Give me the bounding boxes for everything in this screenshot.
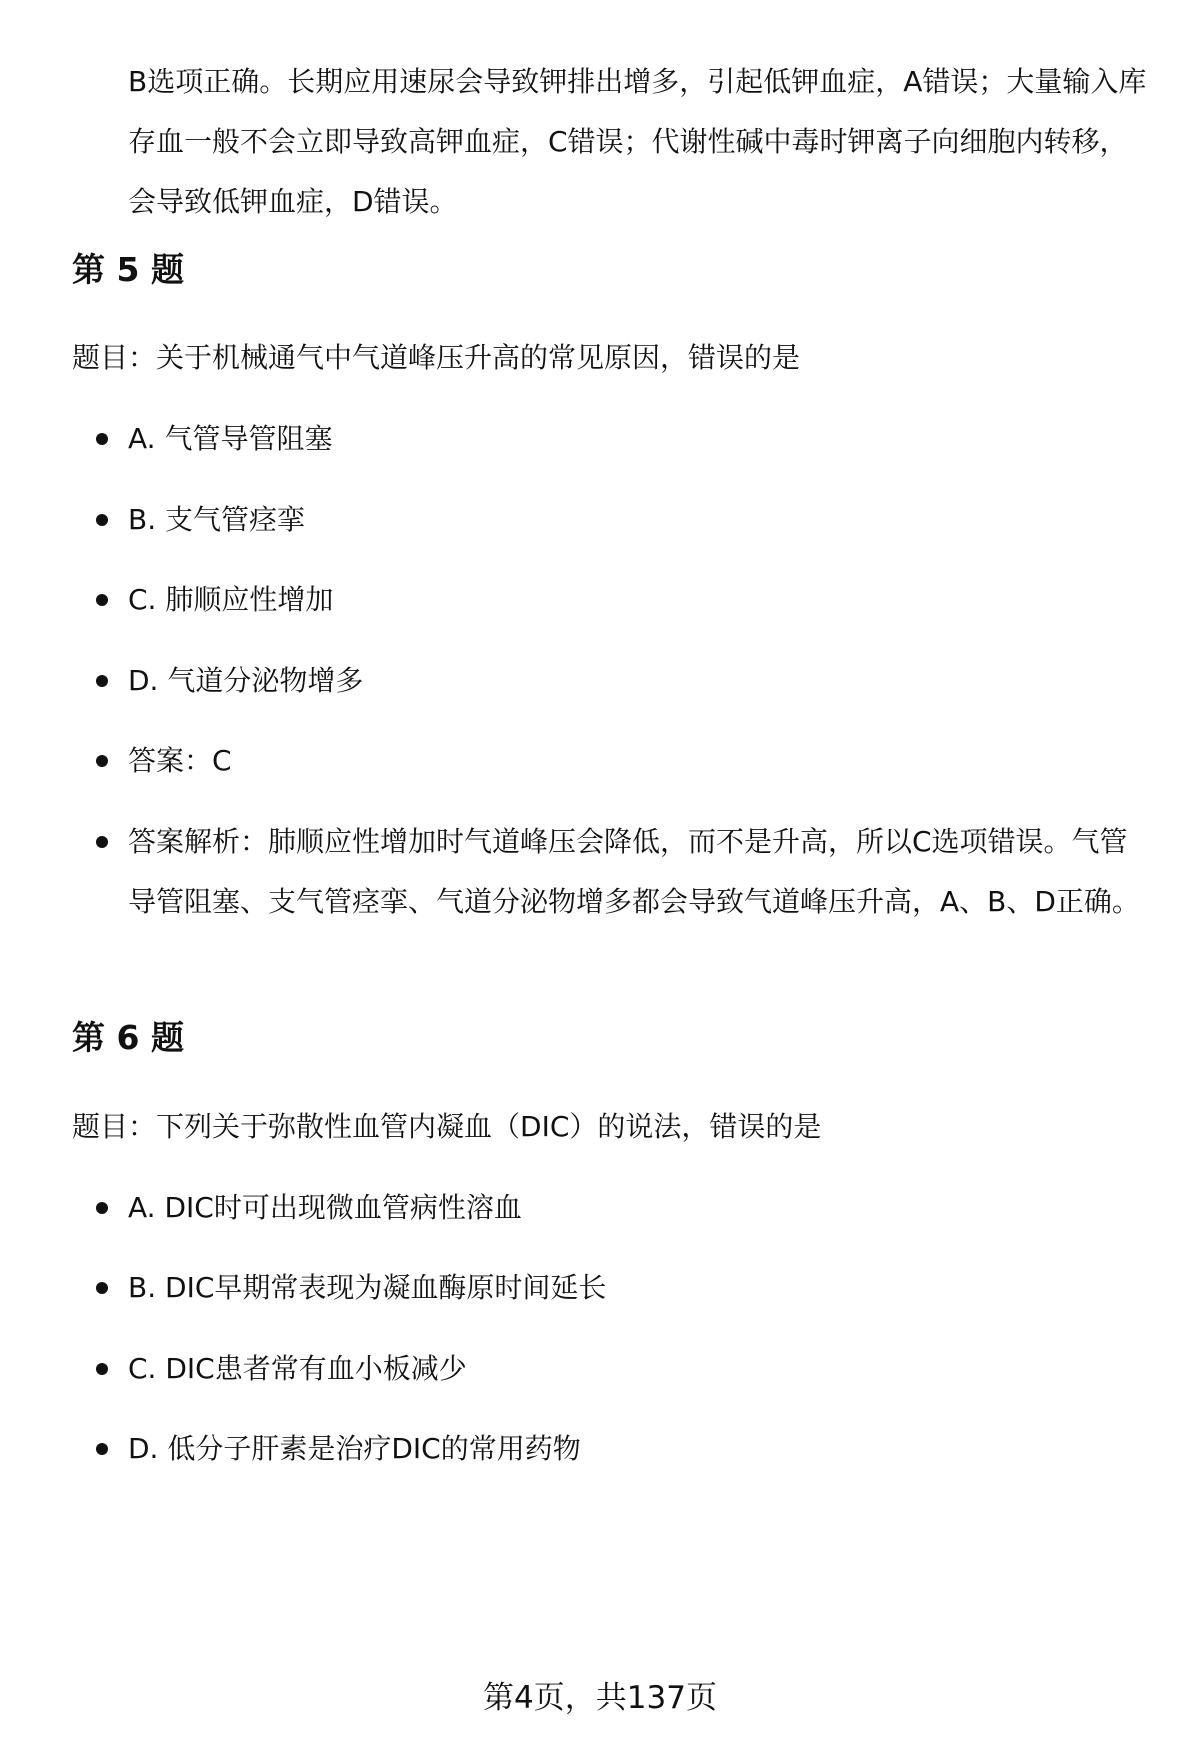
bullet-icon: [96, 836, 108, 848]
question-5-text: 题目：关于机械通气中气道峰压升高的常见原因，错误的是: [72, 341, 801, 374]
option-text: B. DIC早期常表现为凝血酶原时间延长: [128, 1271, 607, 1304]
bullet-icon: [96, 514, 108, 526]
question-5-option-c: [96, 570, 1148, 630]
option-text: D. 低分子肝素是治疗DIC的常用药物: [128, 1432, 581, 1465]
option-text: C. DIC患者常有血小板减少: [128, 1352, 467, 1385]
bullet-icon: [96, 675, 108, 687]
question-6-option-c: [96, 1339, 1148, 1399]
bullet-icon: [96, 1443, 108, 1455]
question-5-heading: 第 5 题: [72, 250, 184, 289]
question-5-option-a: [96, 409, 1148, 469]
previous-answer-analysis-continuation: B选项正确。长期应用速尿会导致钾排出增多，引起低钾血症，A错误；大量输入库存血一般不会立即导致高钾血症，C错误；代谢性碱中毒时钾离子向细胞内转移，会导致低钾血症，D错误。: [128, 65, 1147, 218]
question-5-analysis: [96, 812, 1148, 932]
option-text: D. 气道分泌物增多: [128, 664, 364, 697]
option-text: C. 肺顺应性增加: [128, 583, 334, 616]
bullet-icon: [96, 1363, 108, 1375]
question-6-option-d: [96, 1419, 1148, 1479]
page-number-footer: 第4页，共137页: [483, 1680, 717, 1716]
bullet-icon: [96, 594, 108, 606]
answer-text: 答案：C: [128, 744, 232, 777]
bullet-icon: [96, 755, 108, 767]
option-text: A. 气管导管阻塞: [128, 422, 333, 455]
question-5-option-d: [96, 651, 1148, 711]
bullet-icon: [96, 1282, 108, 1294]
option-text: B. 支气管痉挛: [128, 503, 306, 536]
question-5-answer: [96, 731, 1148, 791]
bullet-icon: [96, 1202, 108, 1214]
question-6-text: 题目：下列关于弥散性血管内凝血（DIC）的说法，错误的是: [72, 1110, 822, 1143]
bullet-icon: [96, 433, 108, 445]
question-6-heading: 第 6 题: [72, 1018, 184, 1057]
analysis-text: 答案解析：肺顺应性增加时气道峰压会降低，而不是升高，所以C选项错误。气管导管阻塞、支气管痉挛、气道分泌物增多都会导致气道峰压升高，A、B、D正确。: [128, 825, 1140, 918]
option-text: A. DIC时可出现微血管病性溶血: [128, 1191, 522, 1224]
question-5-option-b: [96, 490, 1148, 550]
question-6-option-b: [96, 1258, 1148, 1318]
question-6-option-a: [96, 1178, 1148, 1238]
